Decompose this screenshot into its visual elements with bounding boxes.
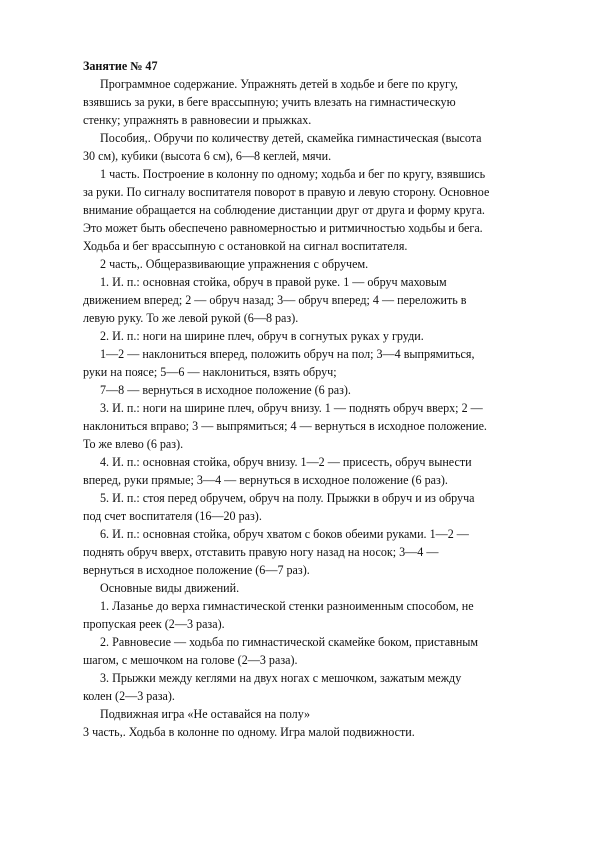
text-line: руки на поясе; 5—6 — наклониться, взять обруч;: [83, 365, 337, 379]
text-line: наклониться вправо; 3 — выпрямиться; 4 — вернуться в исходное положение.: [83, 419, 487, 433]
text-line: 4. И. п.: основная стойка, обруч внизу. 1—2 — присесть, обруч вынести: [100, 455, 472, 469]
text-line: Основные виды движений.: [100, 581, 240, 595]
text-line: 2. Равновесие — ходьба по гимнастической скамейке боком, приставным: [100, 635, 479, 649]
text-line: под счет воспитателя (16—20 раз).: [83, 509, 262, 523]
text-line: 3. И. п.: ноги на ширине плеч, обруч внизу. 1 — поднять обруч вверх; 2 —: [100, 401, 483, 415]
text-line: 2. И. п.: ноги на ширине плеч, обруч в согнутых руках у груди.: [100, 329, 424, 343]
text-line: 7—8 — вернуться в исходное положение (6 раз).: [100, 383, 351, 397]
text-line: Подвижная игра «Не оставайся на полу»: [100, 707, 311, 721]
text-line: взявшись за руки, в беге врассыпную; учить влезать на гимнастическую: [83, 95, 456, 109]
text-line: 3. Прыжки между кеглями на двух ногах с мешочком, зажатым между: [100, 671, 462, 685]
text-line: Пособия,. Обручи по количеству детей, скамейка гимнастическая (высота: [100, 131, 482, 145]
text-line: 1. И. п.: основная стойка, обруч в правой руке. 1 — обруч маховым: [100, 275, 447, 289]
text-line: Ходьба и бег врассыпную с остановкой на сигнал воспитателя.: [83, 239, 408, 253]
document-title: Занятие № 47: [83, 59, 158, 73]
text-line: движением вперед; 2 — обруч назад; 3— обруч вперед; 4 — переложить в: [83, 293, 467, 307]
text-line: 1. Лазанье до верха гимнастической стенки разноименным способом, не: [100, 599, 474, 613]
text-line: поднять обруч вверх, отставить правую ногу назад на носок; 3—4 —: [83, 545, 439, 559]
document-body: [83, 75, 553, 741]
text-line: 1 часть. Построение в колонну по одному; ходьба и бег по кругу, взявшись: [100, 167, 486, 181]
text-line: внимание обращается на соблюдение дистанции друг от друга и форму круга.: [83, 203, 485, 217]
text-line: пропуская реек (2—3 раза).: [83, 617, 225, 631]
text-line: Программное содержание. Упражнять детей в ходьбе и беге по кругу,: [100, 77, 458, 91]
text-line: Это может быть обеспечено равномерностью и ритмичностью ходьбы и бега.: [83, 221, 483, 235]
text-line: 3 часть,. Ходьба в колонне по одному. Игра малой подвижности.: [83, 725, 415, 739]
text-line: вперед, руки прямые; 3—4 — вернуться в исходное положение (6 раз).: [83, 473, 448, 487]
document-page: [83, 57, 553, 741]
text-line: стенку; упражнять в равновесии и прыжках.: [83, 113, 312, 127]
text-line: 5. И. п.: стоя перед обручем, обруч на полу. Прыжки в обруч и из обруча: [100, 491, 475, 505]
text-line: 2 часть,. Общеразвивающие упражнения с обручем.: [100, 257, 369, 271]
text-line: колен (2—3 раза).: [83, 689, 175, 703]
text-line: вернуться в исходное положение (6—7 раз).: [83, 563, 310, 577]
text-line: 30 см), кубики (высота 6 см), 6—8 кеглей, мячи.: [83, 149, 332, 163]
text-line: за руки. По сигналу воспитателя поворот в правую и левую сторону. Основное: [83, 185, 490, 199]
text-line: То же влево (6 раз).: [83, 437, 184, 451]
text-line: шагом, с мешочком на голове (2—3 раза).: [83, 653, 298, 667]
text-line: 1—2 — наклониться вперед, положить обруч на пол; 3—4 выпрямиться,: [100, 347, 475, 361]
text-line: левую руку. То же левой рукой (6—8 раз).: [83, 311, 299, 325]
text-line: 6. И. п.: основная стойка, обруч хватом с боков обеими руками. 1—2 —: [100, 527, 469, 541]
